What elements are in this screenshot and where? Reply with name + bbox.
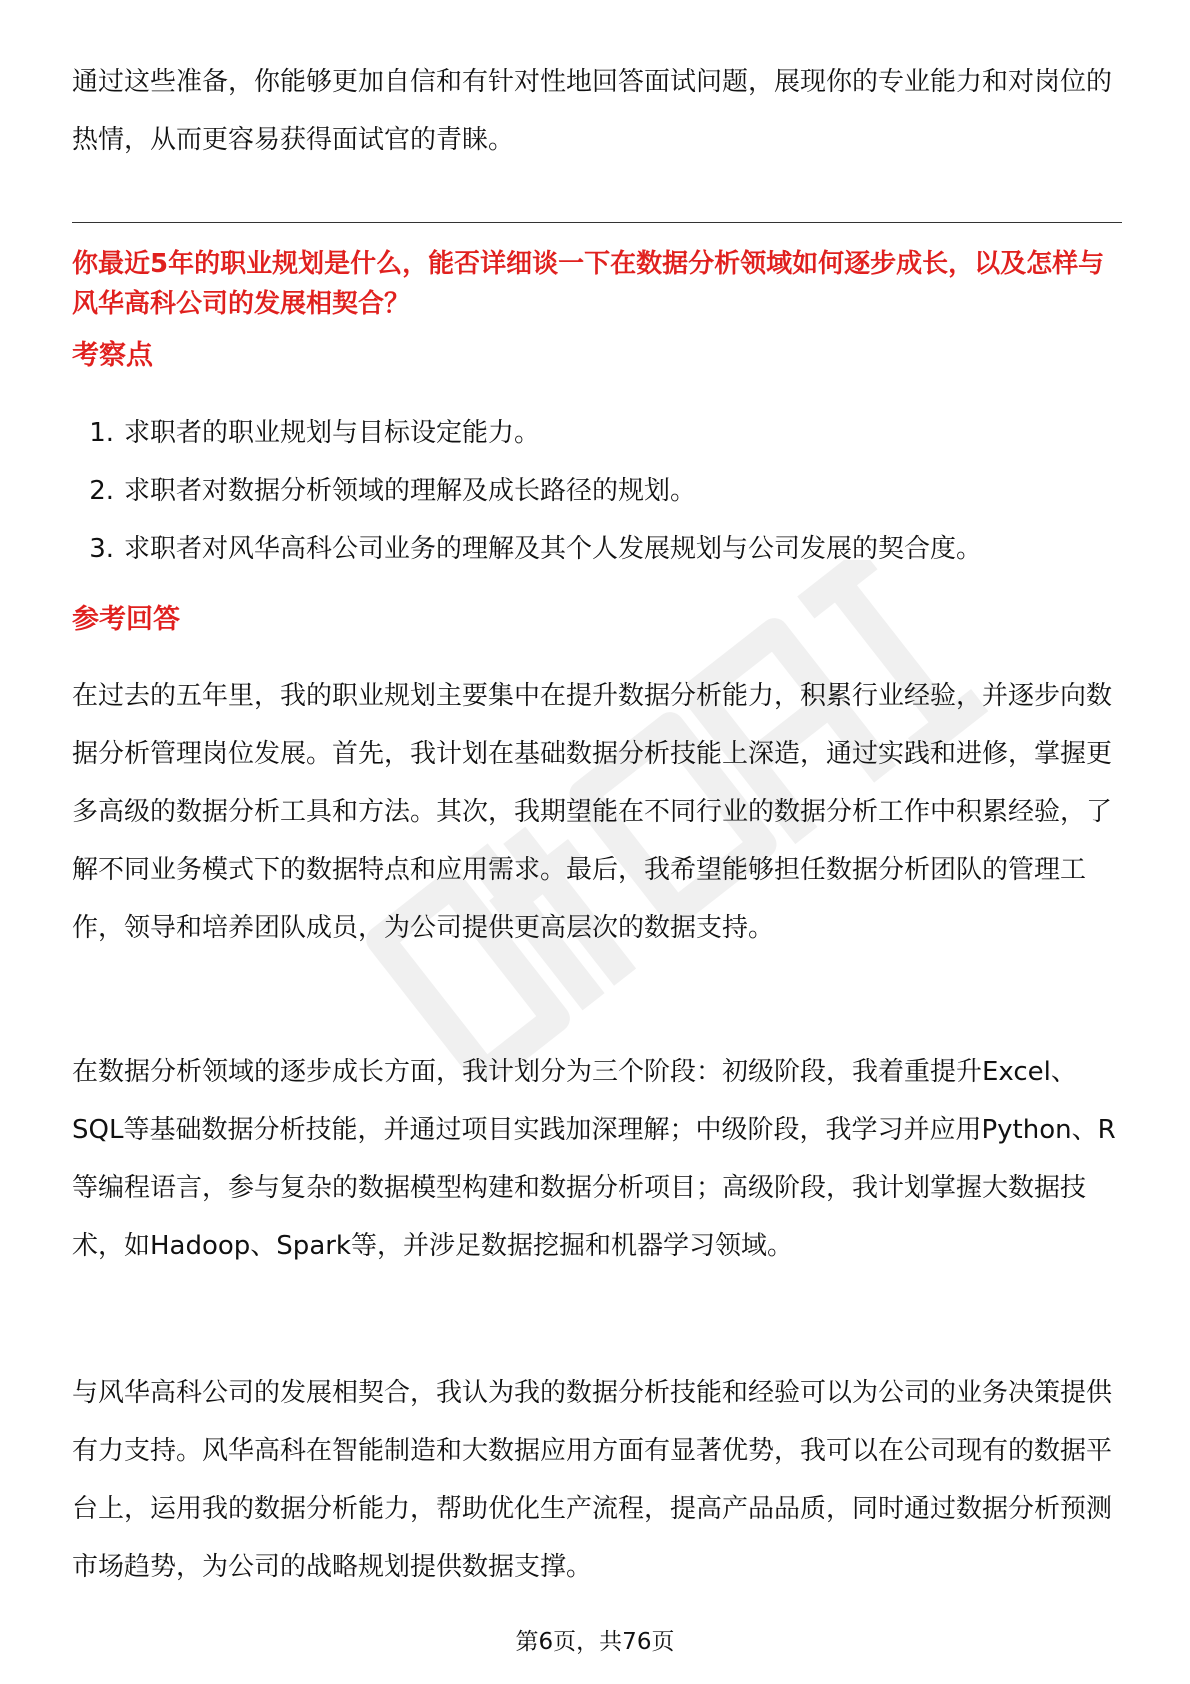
- answer-paragraph-1: 在过去的五年里，我的职业规划主要集中在提升数据分析能力，积累行业经验，并逐步向数据分析管理岗位发展。首先，我计划在基础数据分析技能上深造，通过实践和进修，掌握更多高级的数据分析工具和方法。其次，我期望能在不同行业的数据分析工作中积累经验，了解不同业务模式下的数据特点和应用需求。最后，我希望能够担任数据分析团队的管理工作，领导和培养团队成员，为公司提供更高层次的数据支持。: [72, 681, 1113, 943]
- answer-paragraph-2: 在数据分析领域的逐步成长方面，我计划分为三个阶段：初级阶段，我着重提升Excel、SQL等基础数据分析技能，并通过项目实践加深理解；中级阶段，我学习并应用Python、R等编程语言，参与复杂的数据模型构建和数据分析项目；高级阶段，我计划掌握大数据技术，如Hadoop、Spark等，并涉足数据挖掘和机器学习领域。: [72, 1057, 1116, 1261]
- reference-answer-heading: 参考回答: [72, 604, 180, 635]
- list-item: [72, 404, 1122, 462]
- list-item-number: 3.: [89, 534, 114, 564]
- list-item-text: 求职者对风华高科公司业务的理解及其个人发展规划与公司发展的契合度。: [124, 534, 983, 564]
- list-item-number: 1.: [89, 418, 114, 448]
- answer-paragraph-3: 与风华高科公司的发展相契合，我认为我的数据分析技能和经验可以为公司的业务决策提供有力支持。风华高科在智能制造和大数据应用方面有显著优势，我可以在公司现有的数据平台上，运用我的数据分析能力，帮助优化生产流程，提高产品品质，同时通过数据分析预测市场趋势，为公司的战略规划提供数据支撑。: [72, 1378, 1113, 1582]
- list-item-text: 求职者对数据分析领域的理解及成长路径的规划。: [124, 476, 697, 506]
- intro-paragraph: 通过这些准备，你能够更加自信和有针对性地回答面试问题，展现你的专业能力和对岗位的热情，从而更容易获得面试官的青睐。: [72, 67, 1113, 155]
- page-footer: 第6页，共76页: [515, 1629, 675, 1655]
- key-points-heading: 考察点: [72, 340, 153, 371]
- list-item-number: 2.: [89, 476, 114, 506]
- interview-question: 你最近5年的职业规划是什么，能否详细谈一下在数据分析领域如何逐步成长，以及怎样与风华高科公司的发展相契合？: [72, 249, 1105, 319]
- list-item-text: 求职者的职业规划与目标设定能力。: [124, 418, 541, 448]
- key-points-list: [72, 404, 1122, 578]
- list-item: [72, 520, 1122, 578]
- list-item: [72, 462, 1122, 520]
- section-divider: [72, 222, 1122, 223]
